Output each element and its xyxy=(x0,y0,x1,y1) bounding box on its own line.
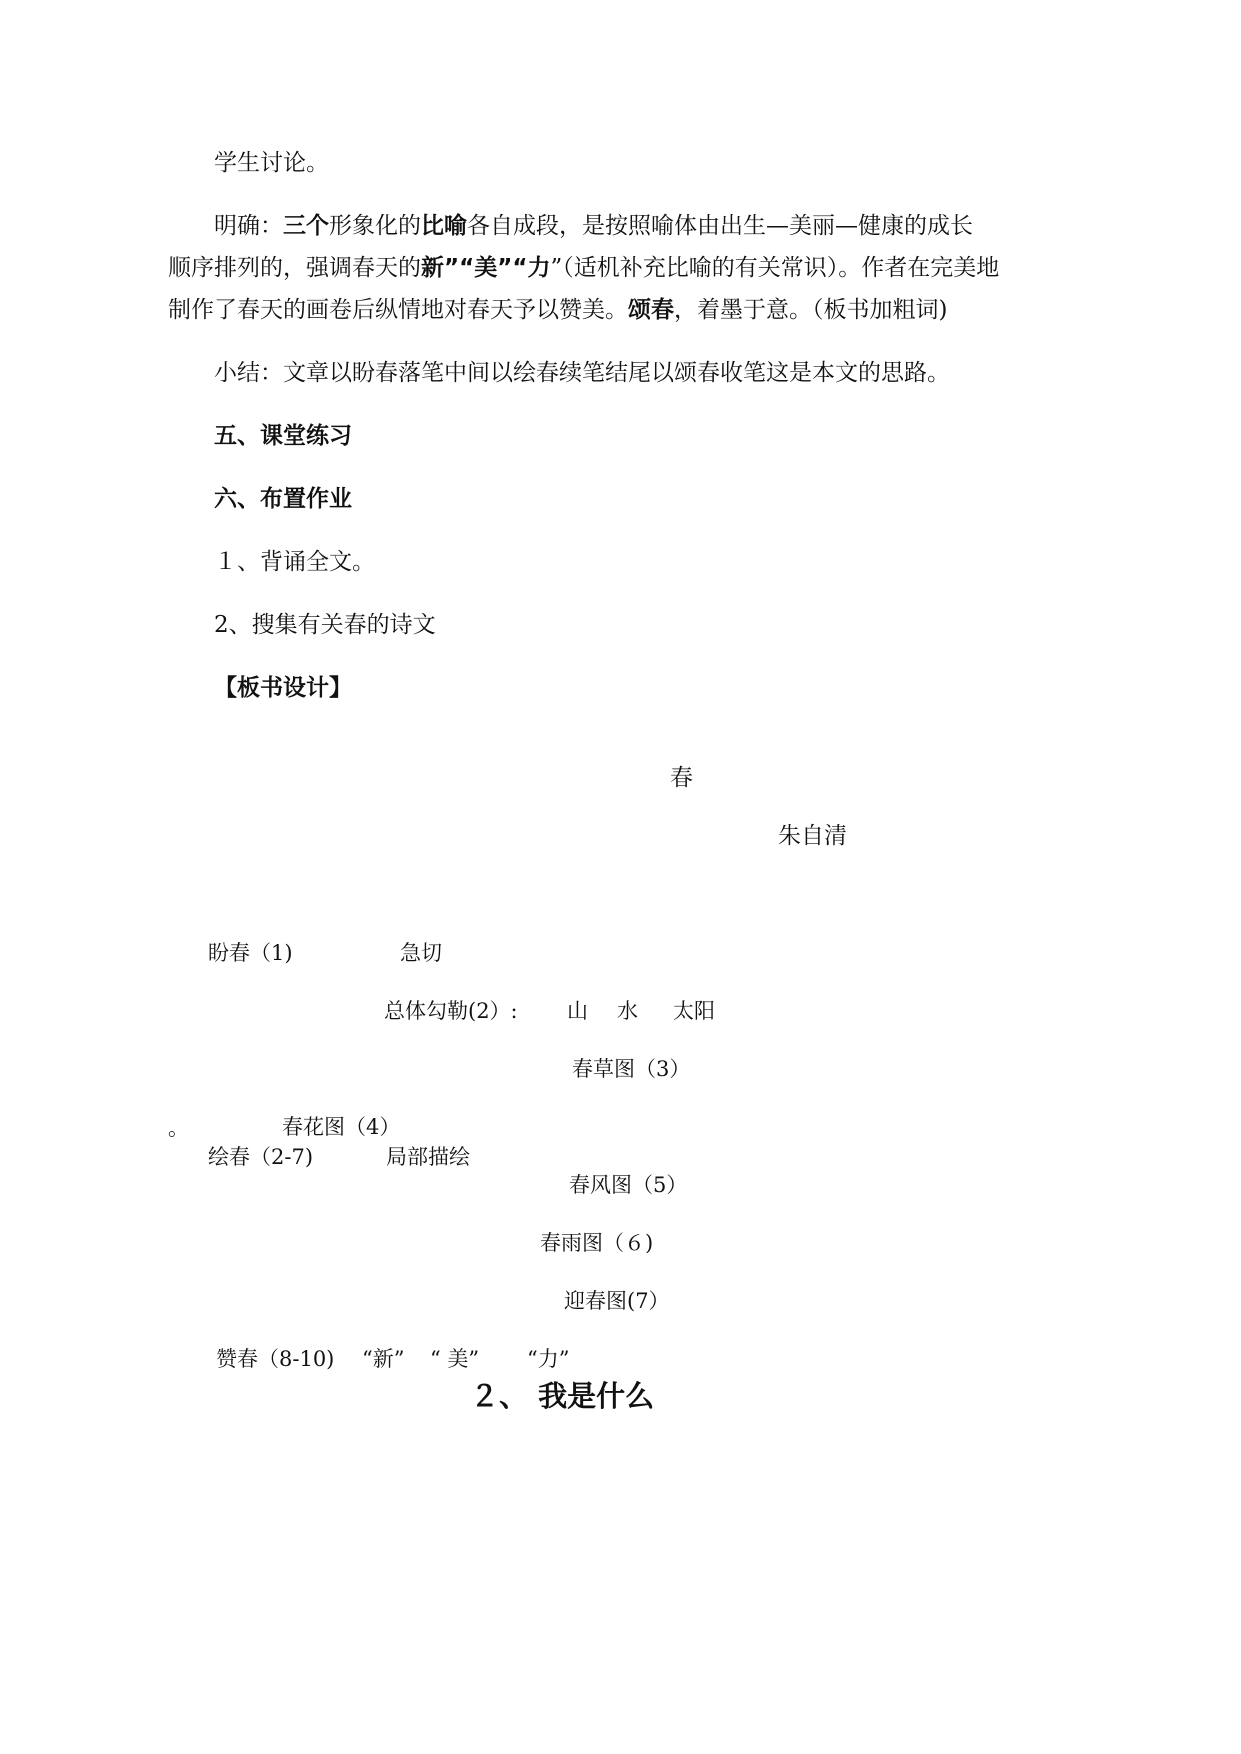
clarify-lead: 明确： xyxy=(214,213,283,239)
board-flower-picture: 春花图（4） xyxy=(282,1115,401,1139)
paragraph-clarify-line3 xyxy=(168,295,947,325)
heading-homework: 六、布置作业 xyxy=(214,486,352,512)
next-lesson-title: ２、 我是什么 xyxy=(470,1379,655,1413)
clarify-line3a: 制作了春天的画卷后纵情地对春天予以赞美。 xyxy=(168,297,628,323)
clarify-text2: 各自成段，是按照喻体由出生—美丽—健康的成长 xyxy=(467,213,973,239)
summary: 小结：文章以盼春落笔中间以绘春续笔结尾以颂春收笔这是本文的思路。 xyxy=(214,360,950,386)
board-rain-picture: 春雨图（６) xyxy=(540,1231,654,1255)
board-title: 春 xyxy=(670,765,693,791)
bold-praise-spring: 颂春 xyxy=(628,297,674,323)
board-overall-outline: 总体勾勒(2）: xyxy=(384,999,518,1023)
board-sun: 太阳 xyxy=(673,999,715,1023)
board-dot: 。 xyxy=(168,1116,189,1140)
board-water: 水 xyxy=(617,999,638,1023)
bold-three: 三个 xyxy=(283,213,329,239)
board-partial-depiction: 局部描绘 xyxy=(386,1145,470,1169)
clarify-line2b: ”（适机补充比喻的有关常识）。作者在完美地 xyxy=(550,255,1000,281)
homework-item-1: １、背诵全文。 xyxy=(214,549,375,575)
paragraph-clarify-line2 xyxy=(168,253,999,283)
board-power: “力” xyxy=(527,1347,570,1371)
bold-new-beauty-power: 新”“美”“力 xyxy=(421,255,551,281)
paragraph-clarify-line1 xyxy=(214,211,973,241)
text-student-discussion: 学生讨论。 xyxy=(214,150,329,176)
board-pan-note: 急切 xyxy=(400,941,442,965)
clarify-text1: 形象化的 xyxy=(329,213,421,239)
clarify-line2a: 顺序排列的，强调春天的 xyxy=(168,255,421,281)
board-praise-spring: 赞春（8-10) xyxy=(216,1347,335,1371)
board-wind-picture: 春风图（5） xyxy=(569,1173,688,1197)
board-beauty: “ 美” xyxy=(430,1347,480,1371)
clarify-line3b: ，着墨于意。（板书加粗词) xyxy=(674,297,948,323)
board-draw-spring: 绘春（2-7) xyxy=(208,1145,314,1169)
board-grass-picture: 春草图（3） xyxy=(572,1057,691,1081)
board-welcome-picture: 迎春图(7） xyxy=(564,1289,670,1313)
board-new: “新” xyxy=(362,1347,405,1371)
heading-class-practice: 五、课堂练习 xyxy=(214,423,352,449)
bold-metaphor: 比喻 xyxy=(421,213,467,239)
board-mountain: 山 xyxy=(567,999,588,1023)
heading-board-design: 【板书设计】 xyxy=(214,675,352,701)
board-author: 朱自清 xyxy=(778,823,847,849)
homework-item-2: 2、搜集有关春的诗文 xyxy=(214,612,436,638)
board-pan-spring: 盼春（1) xyxy=(208,941,293,965)
